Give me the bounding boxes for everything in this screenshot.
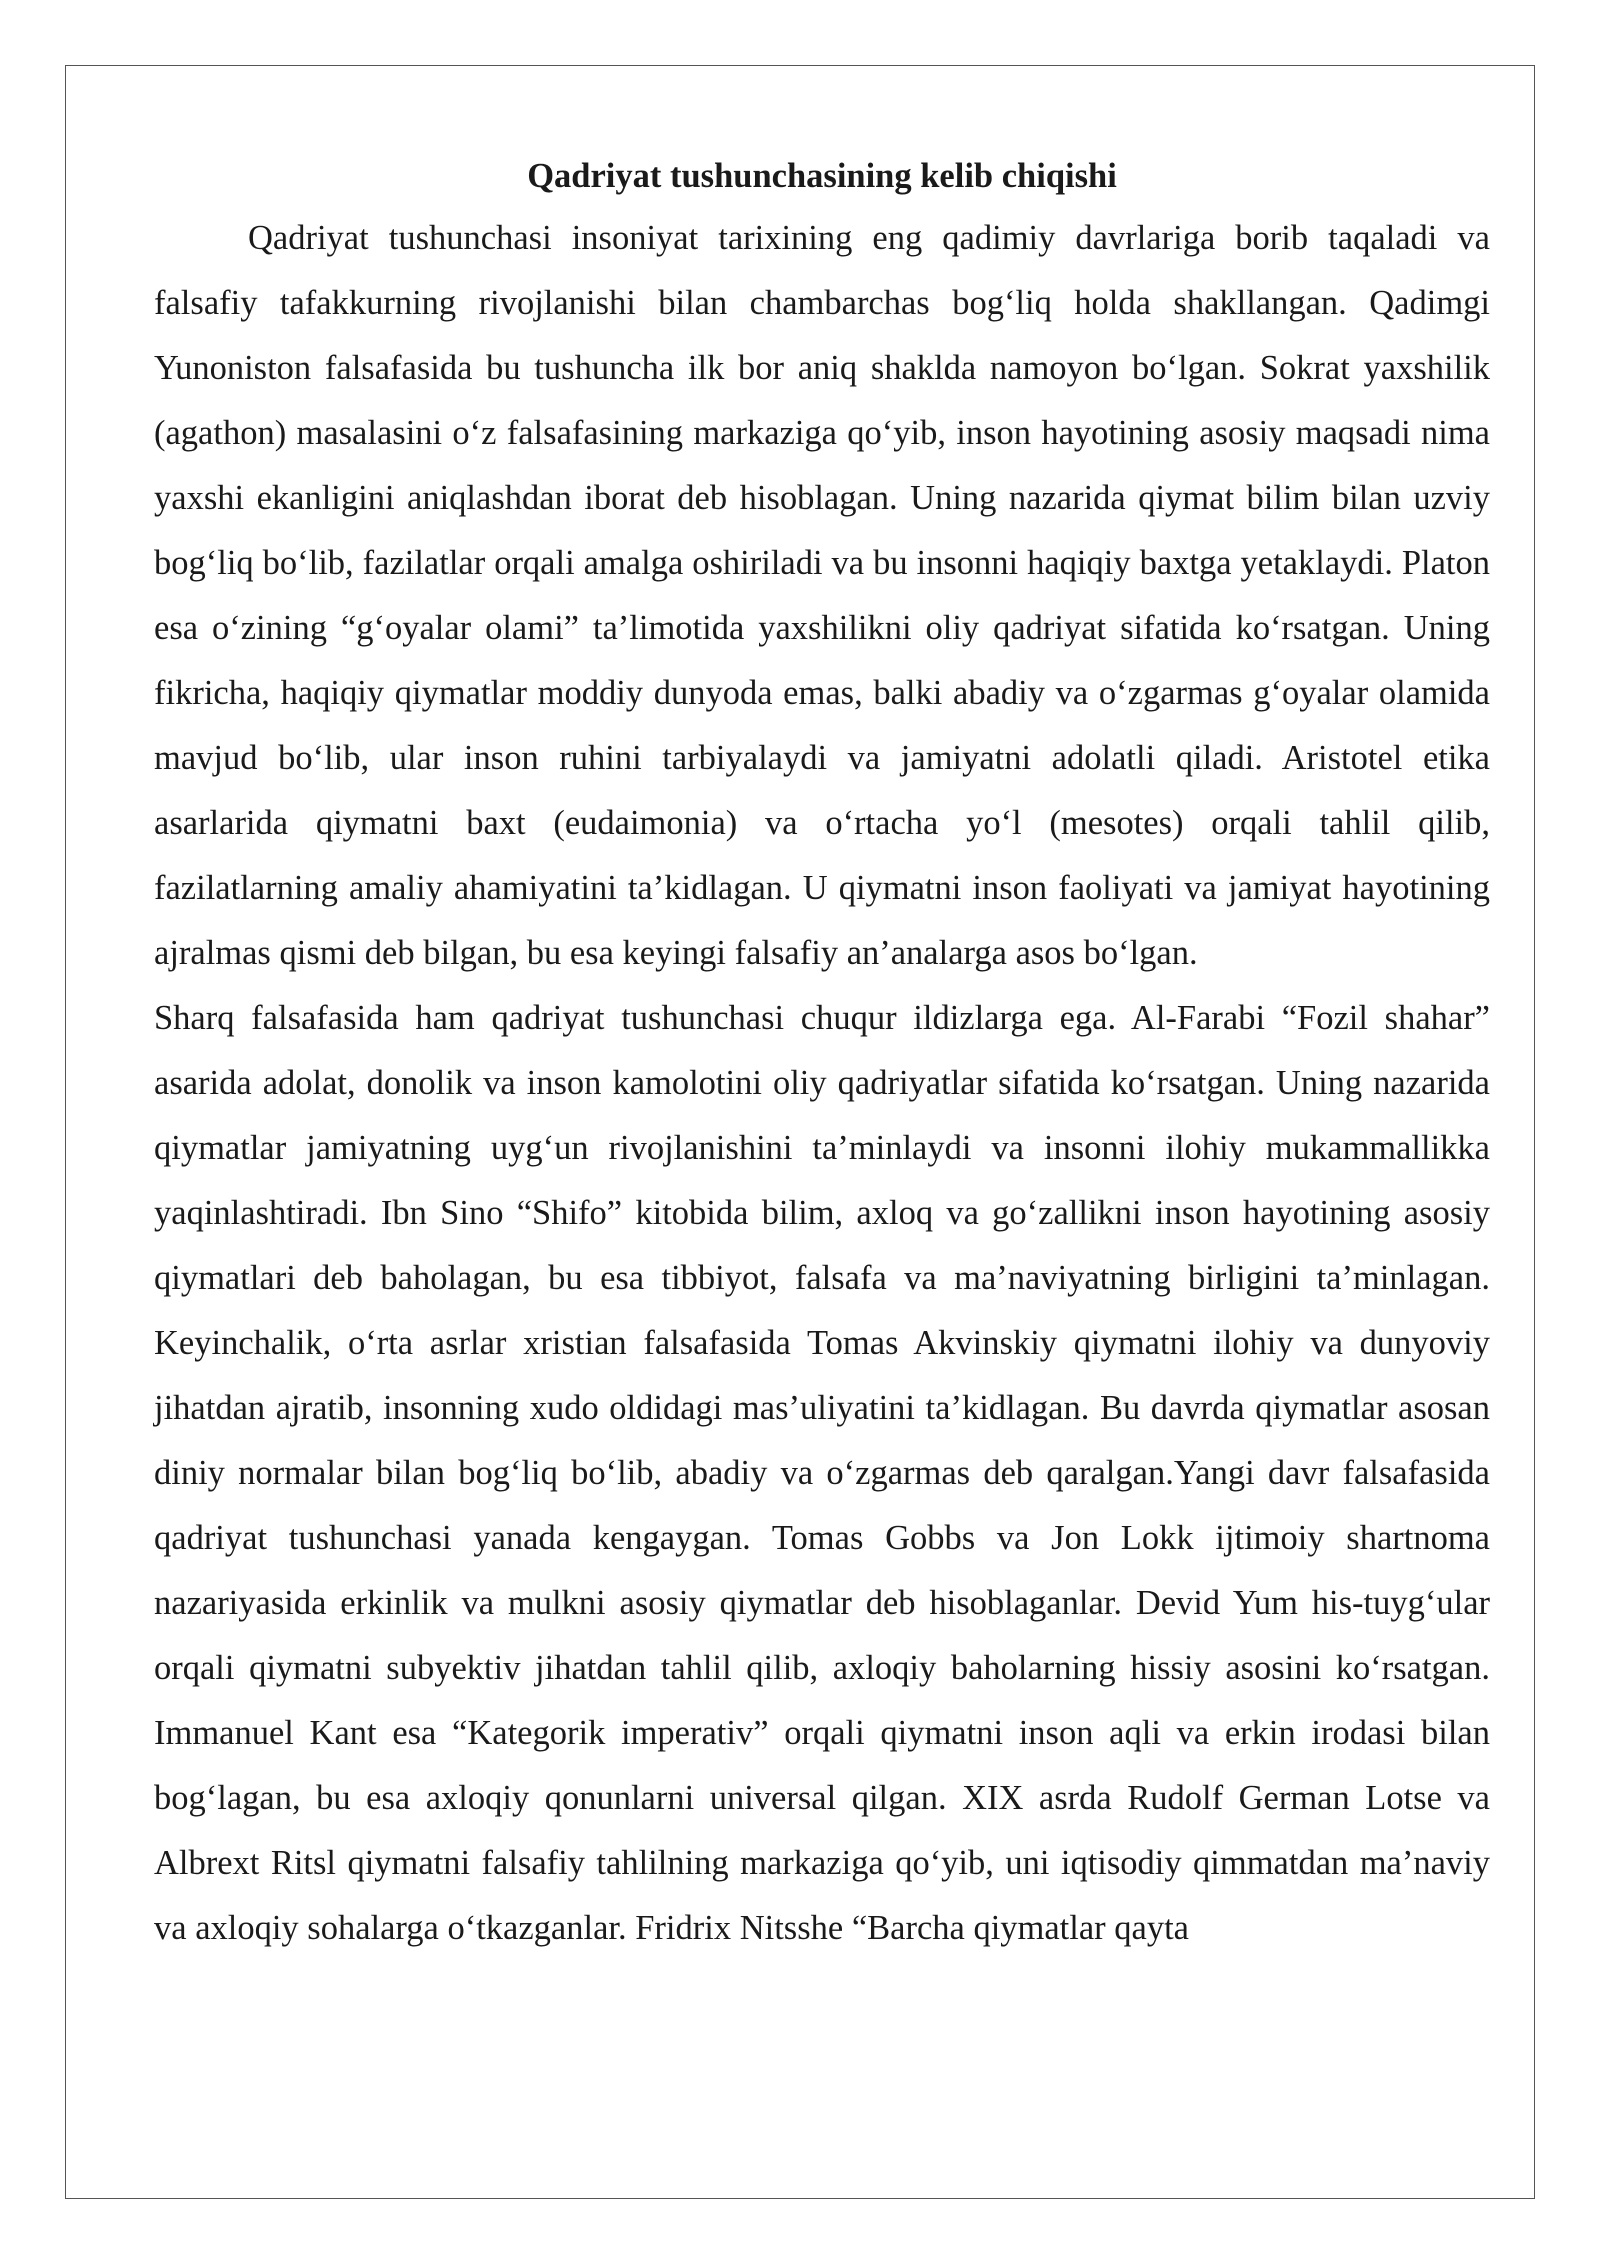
document-body	[154, 146, 1490, 1961]
paragraph-2: Sharq falsafasida ham qadriyat tushunchasi chuqur ildizlarga ega. Al-Farabi “Fozil shahar” asarida adolat, donolik va inson kamolotini oliy qadriyatlar sifatida ko‘rsatgan. Uning nazarida qiymatlar jamiyatning uyg‘un rivojlanishini ta’minlaydi va insonni ilohiy mukammallikka yaqinlashtiradi. Ibn Sino “Shifo” kitobida bilim, axloq va go‘zallikni inson hayotining asosiy qiymatlari deb baholagan, bu esa tibbiyot, falsafa va ma’naviyatning birligini ta’minlagan. Keyinchalik, o‘rta asrlar xristian falsafasida Tomas Akvinskiy qiymatni ilohiy va dunyoviy jihatdan ajratib, insonning xudo oldidagi mas’uliyatini ta’kidlagan. Bu davrda qiymatlar asosan diniy normalar bilan bog‘liq bo‘lib, abadiy va o‘zgarmas deb qaralgan.Yangi davr falsafasida qadriyat tushunchasi yanada kengaygan. Tomas Gobbs va Jon Lokk ijtimoiy shartnoma nazariyasida erkinlik va mulkni asosiy qiymatlar deb hisoblaganlar. Devid Yum his-tuyg‘ular orqali qiymatni subyektiv jihatdan tahlil qilib, axloqiy baholarning hissiy asosini ko‘rsatgan. Immanuel Kant esa “Kategorik imperativ” orqali qiymatni inson aqli va erkin irodasi bilan bog‘lagan, bu esa axloqiy qonunlarni universal qilgan. XIX asrda Rudolf German Lotse va Albrext Ritsl qiymatni falsafiy tahlilning markaziga qo‘yib, uni iqtisodiy qimmatdan ma’naviy va axloqiy sohalarga o‘tkazganlar. Fridrix Nitsshe “Barcha qiymatlar qayta	[154, 999, 1490, 1947]
document-title: Qadriyat tushunchasining kelib chiqishi	[527, 157, 1117, 195]
paragraph-1: Qadriyat tushunchasi insoniyat tarixining eng qadimiy davrlariga borib taqaladi va falsafiy tafakkurning rivojlanishi bilan chambarchas bog‘liq holda shakllangan. Qadimgi Yunoniston falsafasida bu tushuncha ilk bor aniq shaklda namoyon bo‘lgan. Sokrat yaxshilik (agathon) masalasini o‘z falsafasining markaziga qo‘yib, inson hayotining asosiy maqsadi nima yaxshi ekanligini aniqlashdan iborat deb hisoblagan. Uning nazarida qiymat bilim bilan uzviy bog‘liq bo‘lib, fazilatlar orqali amalga oshiriladi va bu insonni haqiqiy baxtga yetaklaydi. Platon esa o‘zining “g‘oyalar olami” ta’limotida yaxshilikni oliy qadriyat sifatida ko‘rsatgan. Uning fikricha, haqiqiy qiymatlar moddiy dunyoda emas, balki abadiy va o‘zgarmas g‘oyalar olamida mavjud bo‘lib, ular inson ruhini tarbiyalaydi va jamiyatni adolatli qiladi. Aristotel etika asarlarida qiymatni baxt (eudaimonia) va o‘rtacha yo‘l (mesotes) orqali tahlil qilib, fazilatlarning amaliy ahamiyatini ta’kidlagan. U qiymatni inson faoliyati va jamiyat hayotining ajralmas qismi deb bilgan, bu esa keyingi falsafiy an’analarga asos bo‘lgan.	[154, 219, 1490, 972]
